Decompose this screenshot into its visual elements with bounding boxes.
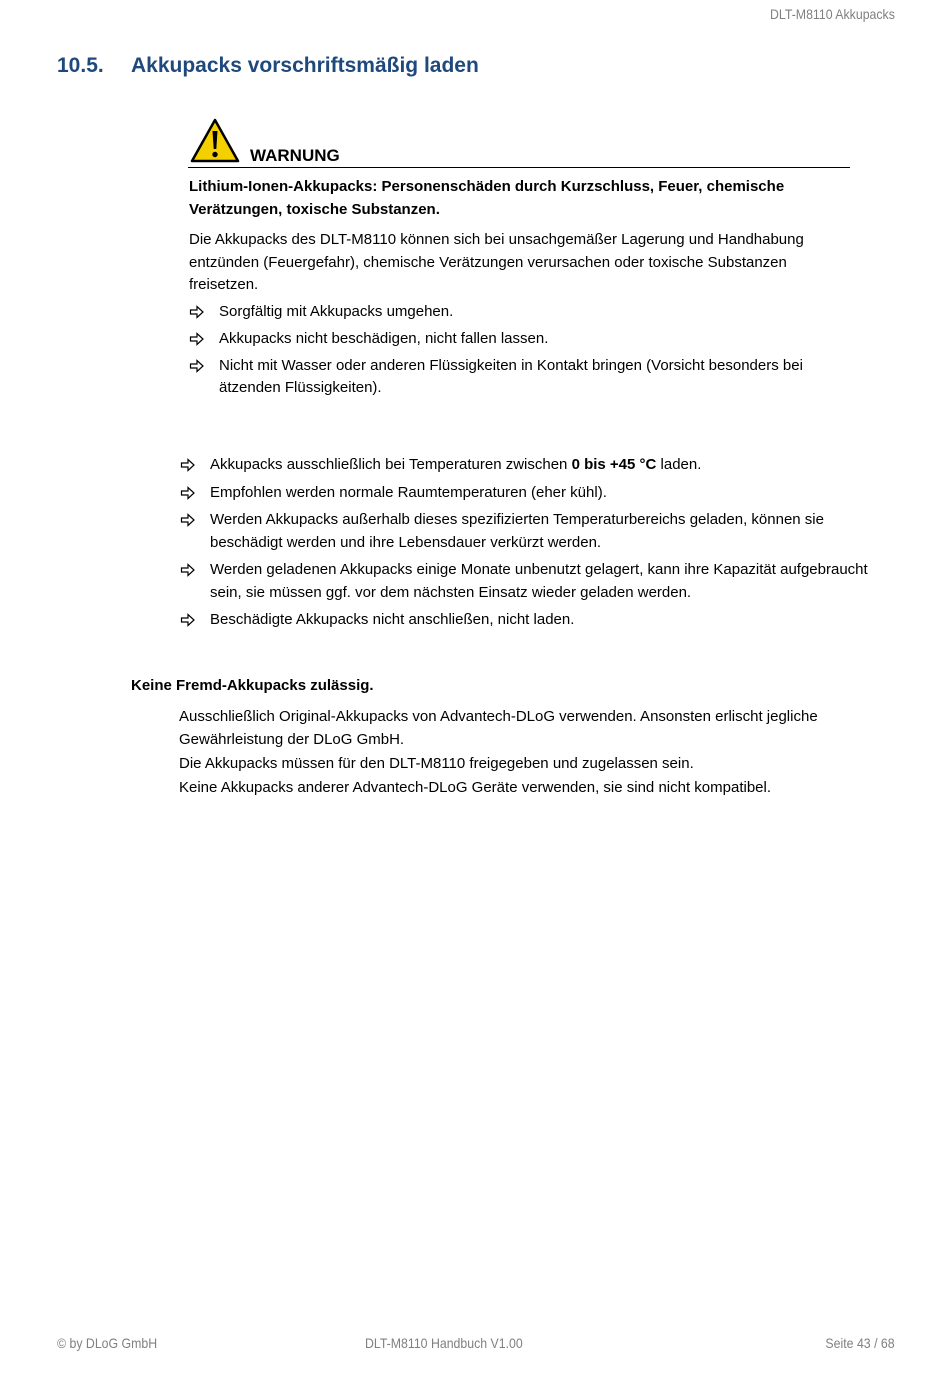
warning-triangle-icon [190, 118, 240, 163]
paragraph: Keine Akkupacks anderer Advantech-DLoG Geräte verwenden, sie sind nicht kompatibel. [179, 778, 772, 796]
list-item [189, 328, 849, 351]
arrow-right-icon [189, 328, 205, 350]
page-header: DLT-M8110 Akkupacks [770, 6, 895, 22]
list-item [189, 355, 849, 400]
arrow-right-icon [180, 509, 196, 531]
warning-divider [188, 167, 850, 168]
arrow-right-icon [189, 355, 205, 377]
paragraph: Ausschließlich Original-Akkupacks von Advantech-DLoG verwenden. Ansonsten erlischt jegliche Gewährleistung der DLoG GmbH. [179, 708, 818, 748]
list-item-text: Werden Akkupacks außerhalb dieses spezifizierten Temperaturbereichs geladen, können sie beschädigt werden und ihre Lebensdauer verkürzt werden. [210, 511, 824, 551]
list-item [180, 454, 895, 477]
arrow-right-icon [180, 454, 196, 476]
warning-headline: Lithium-Ionen-Akkupacks: Personenschäden durch Kurzschluss, Feuer, chemische Verätzungen, toxische Substanzen. [189, 178, 785, 218]
list-item-text: Werden geladenen Akkupacks einige Monate unbenutzt gelagert, kann ihre Kapazität aufgebraucht sein, sie müssen ggf. vor dem nächsten Einsatz wieder geladen werden. [210, 561, 868, 601]
list-item [180, 482, 895, 505]
list-item-text: Akkupacks nicht beschädigen, nicht fallen lassen. [219, 329, 549, 347]
list-item-text: Sorgfältig mit Akkupacks umgehen. [219, 302, 454, 320]
arrow-right-icon [180, 559, 196, 581]
warning-list [189, 301, 849, 400]
list-item [180, 509, 895, 554]
section-number: 10.5. [57, 54, 104, 77]
footer-manual-title: DLT-M8110 Handbuch V1.00 [365, 1335, 523, 1351]
list-item-text: Empfohlen werden normale Raumtemperaturen (eher kühl). [210, 483, 607, 501]
warning-label: WARNUNG [250, 146, 340, 165]
subsection-heading: Keine Fremd-Akkupacks zulässig. [131, 677, 374, 694]
subsection-body [179, 706, 869, 801]
arrow-right-icon [180, 482, 196, 504]
arrow-right-icon [180, 609, 196, 631]
temperature-range: 0 bis +45 °C [571, 456, 657, 473]
footer-page-number: Seite 43 / 68 [825, 1335, 895, 1351]
list-item-text-before: Akkupacks ausschließlich bei Temperaturen zwischen [210, 456, 572, 473]
paragraph: Die Akkupacks müssen für den DLT-M8110 freigegeben und zugelassen sein. [179, 754, 694, 772]
arrow-right-icon [189, 301, 205, 323]
list-item-text: Nicht mit Wasser oder anderen Flüssigkeiten in Kontakt bringen (Vorsicht besonders bei ätzenden Flüssigkeiten). [219, 356, 803, 396]
section-title: Akkupacks vorschriftsmäßig laden [131, 54, 479, 77]
list-item [189, 301, 849, 324]
warning-description: Die Akkupacks des DLT-M8110 können sich bei unsachgemäßer Lagerung und Handhabung entzünden (Feuergefahr), chemische Verätzungen verursachen oder toxische Substanzen freisetzen. [189, 231, 804, 293]
list-item [180, 559, 895, 604]
list-item-text: Beschädigte Akkupacks nicht anschließen, nicht laden. [210, 611, 575, 628]
footer-copyright: © by DLoG GmbH [57, 1335, 158, 1351]
list-item [180, 609, 895, 632]
charging-instructions-list [180, 454, 895, 637]
list-item-text-after: laden. [656, 456, 702, 473]
warning-block [189, 176, 849, 404]
